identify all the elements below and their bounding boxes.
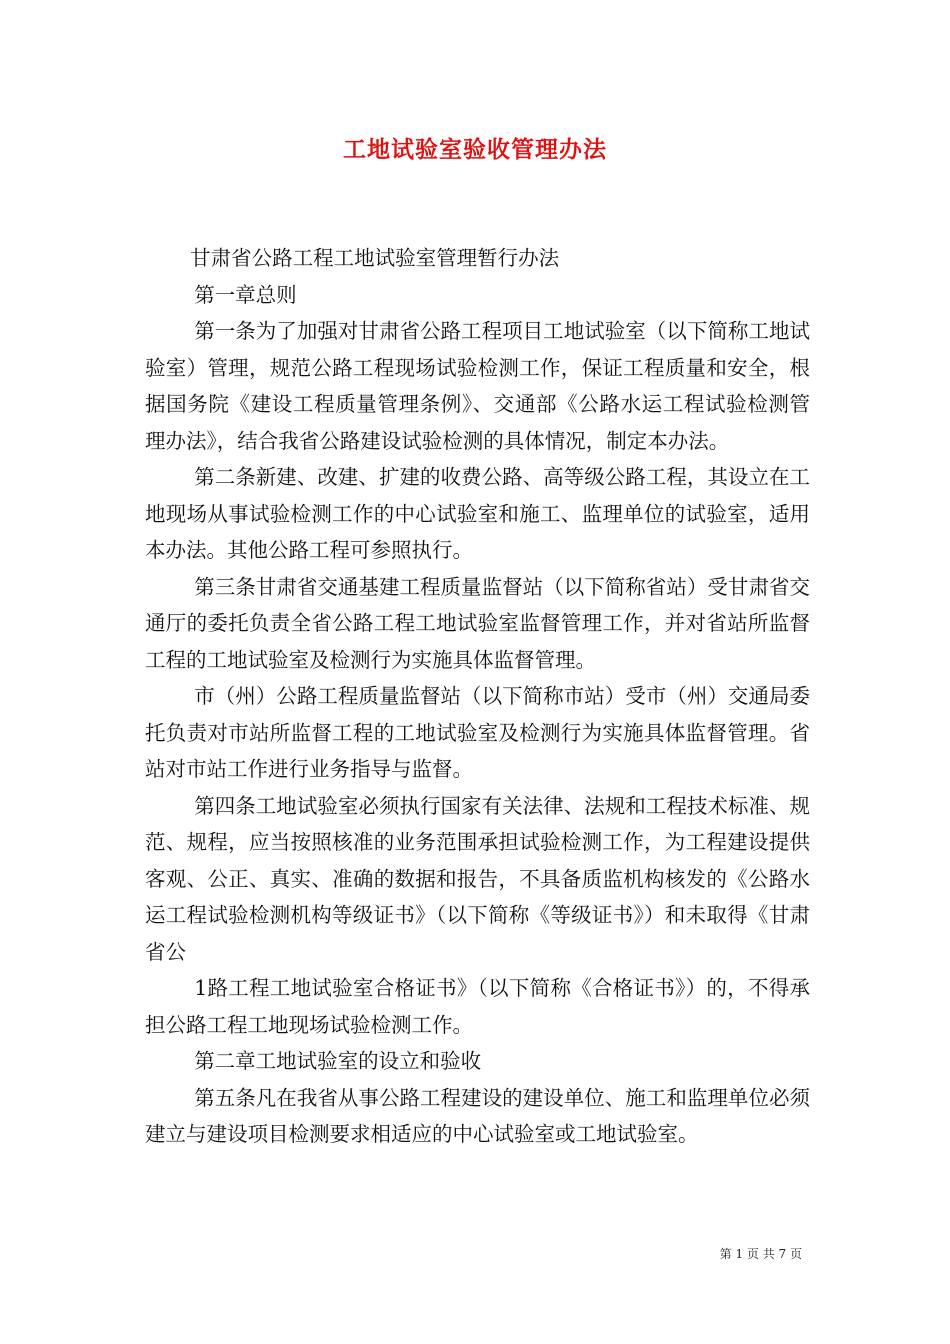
paragraph-article-3: 第三条甘肃省交通基建工程质量监督站（以下简称省站）受甘肃省交通厅的委托负责全省公路工程工地试验室监督管理工作，并对省站所监督工程的工地试验室及检测行为实施具体监督管理。 (145, 574, 810, 672)
paragraph-article-3-city: 市（州）公路工程质量监督站（以下简称市站）受市（州）交通局委托负责对市站所监督工程的工地试验室及检测行为实施具体监督管理。省站对市站工作进行业务指导与监督。 (145, 684, 810, 781)
page-number-footer: 第 1 页 共 7 页 (719, 1247, 802, 1261)
document-body (145, 240, 810, 1153)
document-title: 工地试验室验收管理办法 (343, 136, 607, 163)
paragraph-chapter-1-heading: 第一章总则 (194, 282, 297, 307)
paragraph-article-4: 第四条工地试验室必须执行国家有关法律、法规和工程技术标准、规范、规程，应当按照核准的业务范围承担试验检测工作，为工程建设提供客观、公正、真实、准确的数据和报告，不具备质监机构核发的《公路水运工程试验检测机构等级证书》（以下简称《等级证书》）和未取得《甘肃省公 (145, 793, 810, 964)
paragraph-article-1: 第一条为了加强对甘肃省公路工程项目工地试验室（以下简称工地试验室）管理，规范公路工程现场试验检测工作，保证工程质量和安全，根据国务院《建设工程质量管理条例》、交通部《公路水运工程试验检测管理办法》，结合我省公路建设试验检测的具体情况，制定本办法。 (145, 319, 810, 453)
paragraph-article-2: 第二条新建、改建、扩建的收费公路、高等级公路工程，其设立在工地现场从事试验检测工作的中心试验室和施工、监理单位的试验室，适用本办法。其他公路工程可参照执行。 (145, 465, 810, 562)
paragraph-chapter-2-heading: 第二章工地试验室的设立和验收 (194, 1049, 482, 1073)
paragraph-subtitle: 甘肃省公路工程工地试验室管理暂行办法 (190, 246, 560, 270)
paragraph-article-4-cont: 1路工程工地试验室合格证书》（以下简称《合格证书》）的，不得承担公路工程工地现场试验检测工作。 (145, 976, 810, 1037)
paragraph-article-5: 第五条凡在我省从事公路工程建设的建设单位、施工和监理单位必须建立与建设项目检测要求相适应的中心试验室或工地试验室。 (145, 1085, 810, 1146)
